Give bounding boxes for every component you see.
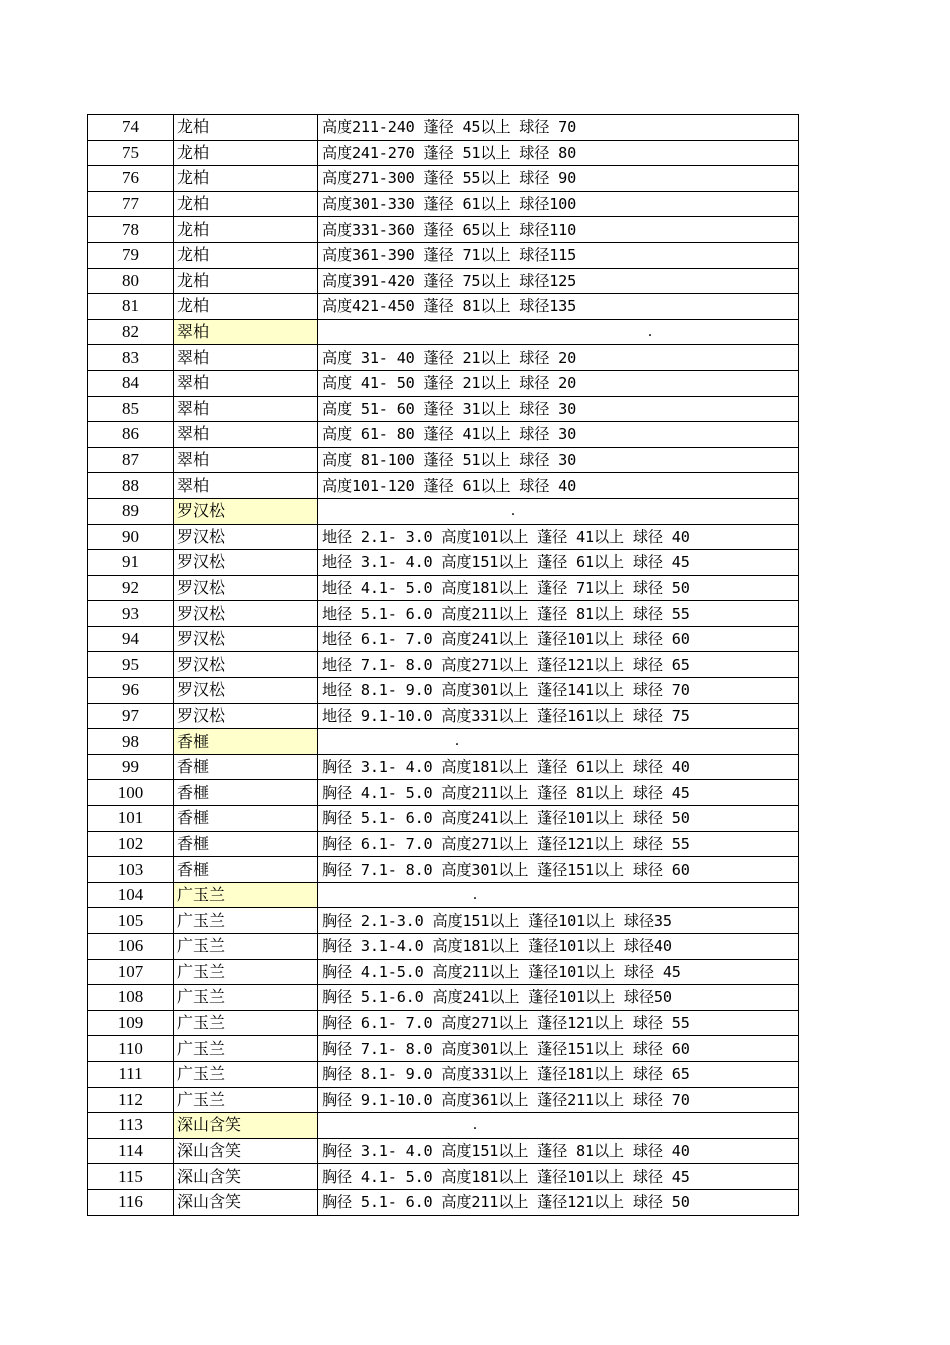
spec-cell[interactable]: 高度391-420 蓬径 75以上 球径125 [318,268,799,294]
plant-name-cell[interactable]: 香榧 [174,780,318,806]
plant-name-cell[interactable]: 龙柏 [174,115,318,141]
table-row [88,754,799,780]
row-number-cell[interactable]: 108 [88,985,174,1011]
plant-name-cell[interactable]: 香榧 [174,857,318,883]
spec-cell[interactable]: 高度 61- 80 蓬径 41以上 球径 30 [318,422,799,448]
spec-cell[interactable]: 胸径 2.1-3.0 高度151以上 蓬径101以上 球径35 [318,908,799,934]
row-number-cell[interactable]: 75 [88,140,174,166]
row-number-cell[interactable]: 92 [88,575,174,601]
dot-marker: . [511,501,515,519]
table-row [88,1036,799,1062]
row-number-cell[interactable]: 104 [88,882,174,908]
row-number-cell[interactable]: 99 [88,754,174,780]
table-row [88,422,799,448]
spec-cell[interactable]: 胸径 9.1-10.0 高度361以上 蓬径211以上 球径 70 [318,1087,799,1113]
category-spec-cell[interactable] [318,1113,799,1139]
spec-cell[interactable]: 高度241-270 蓬径 51以上 球径 80 [318,140,799,166]
table-row [88,703,799,729]
plant-name-cell[interactable]: 广玉兰 [174,985,318,1011]
plant-name-cell[interactable]: 翠柏 [174,447,318,473]
category-name-cell[interactable]: 香榧 [174,729,318,755]
row-number-cell[interactable]: 91 [88,550,174,576]
table-row [88,601,799,627]
spec-cell[interactable]: 高度271-300 蓬径 55以上 球径 90 [318,166,799,192]
spec-cell[interactable]: 胸径 4.1- 5.0 高度211以上 蓬径 81以上 球径 45 [318,780,799,806]
spec-cell[interactable]: 高度361-390 蓬径 71以上 球径115 [318,242,799,268]
plant-name-cell[interactable]: 罗汉松 [174,652,318,678]
spec-cell[interactable]: 胸径 6.1- 7.0 高度271以上 蓬径121以上 球径 55 [318,831,799,857]
spec-cell[interactable]: 高度 51- 60 蓬径 31以上 球径 30 [318,396,799,422]
row-number-cell[interactable]: 103 [88,857,174,883]
category-spec-cell[interactable] [318,729,799,755]
table-row [88,1087,799,1113]
row-number-cell[interactable]: 89 [88,498,174,524]
plant-name-cell[interactable]: 广玉兰 [174,934,318,960]
spec-cell[interactable]: 地径 5.1- 6.0 高度211以上 蓬径 81以上 球径 55 [318,601,799,627]
category-spec-cell[interactable] [318,882,799,908]
table-row [88,652,799,678]
spec-cell[interactable]: 地径 9.1-10.0 高度331以上 蓬径161以上 球径 75 [318,703,799,729]
plant-name-cell[interactable]: 罗汉松 [174,575,318,601]
spec-cell[interactable]: 高度101-120 蓬径 61以上 球径 40 [318,473,799,499]
spec-cell[interactable]: 胸径 3.1-4.0 高度181以上 蓬径101以上 球径40 [318,934,799,960]
spec-cell[interactable]: 胸径 4.1- 5.0 高度181以上 蓬径101以上 球径 45 [318,1164,799,1190]
table-row [88,345,799,371]
spec-cell[interactable]: 胸径 3.1- 4.0 高度151以上 蓬径 81以上 球径 40 [318,1138,799,1164]
spec-cell[interactable]: 地径 3.1- 4.0 高度151以上 蓬径 61以上 球径 45 [318,550,799,576]
table-row [88,396,799,422]
category-header-row [88,498,799,524]
row-number-cell[interactable]: 95 [88,652,174,678]
category-spec-cell[interactable] [318,319,799,345]
row-number-cell[interactable]: 74 [88,115,174,141]
plant-name-cell[interactable]: 罗汉松 [174,550,318,576]
spec-cell[interactable]: 高度301-330 蓬径 61以上 球径100 [318,191,799,217]
spec-cell[interactable]: 胸径 7.1- 8.0 高度301以上 蓬径151以上 球径 60 [318,1036,799,1062]
table-row [88,140,799,166]
table-row [88,575,799,601]
spec-cell[interactable]: 地径 8.1- 9.0 高度301以上 蓬径141以上 球径 70 [318,678,799,704]
table-row [88,294,799,320]
plant-name-cell[interactable]: 翠柏 [174,422,318,448]
category-name-cell[interactable]: 罗汉松 [174,498,318,524]
table-row [88,447,799,473]
row-number-cell[interactable]: 113 [88,1113,174,1139]
category-header-row [88,882,799,908]
table-row [88,1010,799,1036]
plant-name-cell[interactable]: 龙柏 [174,140,318,166]
table-row [88,934,799,960]
plant-name-cell[interactable]: 广玉兰 [174,908,318,934]
dot-marker: . [648,322,652,340]
plant-name-cell[interactable]: 龙柏 [174,166,318,192]
row-number-cell[interactable]: 109 [88,1010,174,1036]
table-row [88,1138,799,1164]
row-number-cell[interactable]: 80 [88,268,174,294]
plant-name-cell[interactable]: 广玉兰 [174,1010,318,1036]
plant-name-cell[interactable]: 罗汉松 [174,703,318,729]
plant-name-cell[interactable]: 龙柏 [174,191,318,217]
plant-name-cell[interactable]: 深山含笑 [174,1189,318,1215]
plant-name-cell[interactable]: 翠柏 [174,370,318,396]
dot-marker: . [455,732,459,750]
row-number-cell[interactable]: 98 [88,729,174,755]
plant-name-cell[interactable]: 龙柏 [174,268,318,294]
category-spec-cell[interactable] [318,498,799,524]
spec-cell[interactable]: 胸径 5.1- 6.0 高度241以上 蓬径101以上 球径 50 [318,806,799,832]
plant-name-cell[interactable]: 深山含笑 [174,1164,318,1190]
plant-name-cell[interactable]: 罗汉松 [174,626,318,652]
table-row [88,831,799,857]
table-row [88,626,799,652]
plant-name-cell[interactable]: 香榧 [174,754,318,780]
plant-name-cell[interactable]: 广玉兰 [174,959,318,985]
plant-name-cell[interactable]: 翠柏 [174,345,318,371]
plant-name-cell[interactable]: 深山含笑 [174,1138,318,1164]
table-row [88,1061,799,1087]
row-number-cell[interactable]: 105 [88,908,174,934]
plant-name-cell[interactable]: 广玉兰 [174,1061,318,1087]
row-number-cell[interactable]: 111 [88,1061,174,1087]
plant-name-cell[interactable]: 香榧 [174,831,318,857]
table-row [88,806,799,832]
spec-cell[interactable]: 胸径 4.1-5.0 高度211以上 蓬径101以上 球径 45 [318,959,799,985]
spec-cell[interactable]: 地径 7.1- 8.0 高度271以上 蓬径121以上 球径 65 [318,652,799,678]
table-row [88,242,799,268]
row-number-cell[interactable]: 100 [88,780,174,806]
row-number-cell[interactable]: 86 [88,422,174,448]
spec-cell[interactable]: 地径 6.1- 7.0 高度241以上 蓬径101以上 球径 60 [318,626,799,652]
category-header-row [88,319,799,345]
plant-name-cell[interactable]: 罗汉松 [174,524,318,550]
category-name-cell[interactable]: 广玉兰 [174,882,318,908]
spec-cell[interactable]: 高度211-240 蓬径 45以上 球径 70 [318,115,799,141]
row-number-cell[interactable]: 84 [88,370,174,396]
spreadsheet-table [87,114,799,1216]
spec-cell[interactable]: 胸径 3.1- 4.0 高度181以上 蓬径 61以上 球径 40 [318,754,799,780]
spec-cell[interactable]: 高度421-450 蓬径 81以上 球径135 [318,294,799,320]
row-number-cell[interactable]: 114 [88,1138,174,1164]
plant-name-cell[interactable]: 广玉兰 [174,1087,318,1113]
table-row [88,115,799,141]
table-row [88,1164,799,1190]
table-row [88,191,799,217]
row-number-cell[interactable]: 79 [88,242,174,268]
table-row [88,268,799,294]
table-row [88,1189,799,1215]
spec-cell[interactable]: 高度331-360 蓬径 65以上 球径110 [318,217,799,243]
row-number-cell[interactable]: 83 [88,345,174,371]
table-row [88,550,799,576]
spec-cell[interactable]: 地径 4.1- 5.0 高度181以上 蓬径 71以上 球径 50 [318,575,799,601]
plant-name-cell[interactable]: 龙柏 [174,294,318,320]
table-row [88,217,799,243]
table-row [88,473,799,499]
table-row [88,985,799,1011]
row-number-cell[interactable]: 85 [88,396,174,422]
table-body [88,115,799,1216]
category-name-cell[interactable]: 深山含笑 [174,1113,318,1139]
category-header-row [88,729,799,755]
table-row [88,857,799,883]
row-number-cell[interactable]: 96 [88,678,174,704]
spec-cell[interactable]: 胸径 5.1-6.0 高度241以上 蓬径101以上 球径50 [318,985,799,1011]
category-name-cell[interactable]: 翠柏 [174,319,318,345]
spec-cell[interactable]: 高度 31- 40 蓬径 21以上 球径 20 [318,345,799,371]
spec-cell[interactable]: 胸径 7.1- 8.0 高度301以上 蓬径151以上 球径 60 [318,857,799,883]
spec-cell[interactable]: 高度 41- 50 蓬径 21以上 球径 20 [318,370,799,396]
spec-cell[interactable]: 高度 81-100 蓬径 51以上 球径 30 [318,447,799,473]
row-number-cell[interactable]: 78 [88,217,174,243]
plant-name-cell[interactable]: 翠柏 [174,396,318,422]
table-row [88,780,799,806]
row-number-cell[interactable]: 93 [88,601,174,627]
dot-marker: . [473,885,477,903]
table-row [88,524,799,550]
row-number-cell[interactable]: 101 [88,806,174,832]
row-number-cell[interactable]: 115 [88,1164,174,1190]
row-number-cell[interactable]: 94 [88,626,174,652]
plant-name-cell[interactable]: 罗汉松 [174,601,318,627]
plant-name-cell[interactable]: 香榧 [174,806,318,832]
row-number-cell[interactable]: 90 [88,524,174,550]
row-number-cell[interactable]: 110 [88,1036,174,1062]
row-number-cell[interactable]: 82 [88,319,174,345]
plant-name-cell[interactable]: 龙柏 [174,217,318,243]
plant-name-cell[interactable]: 翠柏 [174,473,318,499]
row-number-cell[interactable]: 88 [88,473,174,499]
spec-cell[interactable]: 胸径 5.1- 6.0 高度211以上 蓬径121以上 球径 50 [318,1189,799,1215]
dot-marker: . [473,1116,477,1134]
row-number-cell[interactable]: 102 [88,831,174,857]
spec-cell[interactable]: 地径 2.1- 3.0 高度101以上 蓬径 41以上 球径 40 [318,524,799,550]
table-row [88,166,799,192]
row-number-cell[interactable]: 106 [88,934,174,960]
row-number-cell[interactable]: 112 [88,1087,174,1113]
table-row [88,959,799,985]
plant-name-cell[interactable]: 龙柏 [174,242,318,268]
table-row [88,908,799,934]
table-row [88,370,799,396]
row-number-cell[interactable]: 81 [88,294,174,320]
row-number-cell[interactable]: 107 [88,959,174,985]
spec-cell[interactable]: 胸径 6.1- 7.0 高度271以上 蓬径121以上 球径 55 [318,1010,799,1036]
plant-name-cell[interactable]: 罗汉松 [174,678,318,704]
plant-name-cell[interactable]: 广玉兰 [174,1036,318,1062]
table-row [88,678,799,704]
row-number-cell[interactable]: 97 [88,703,174,729]
row-number-cell[interactable]: 116 [88,1189,174,1215]
row-number-cell[interactable]: 76 [88,166,174,192]
row-number-cell[interactable]: 77 [88,191,174,217]
row-number-cell[interactable]: 87 [88,447,174,473]
spec-cell[interactable]: 胸径 8.1- 9.0 高度331以上 蓬径181以上 球径 65 [318,1061,799,1087]
category-header-row [88,1113,799,1139]
